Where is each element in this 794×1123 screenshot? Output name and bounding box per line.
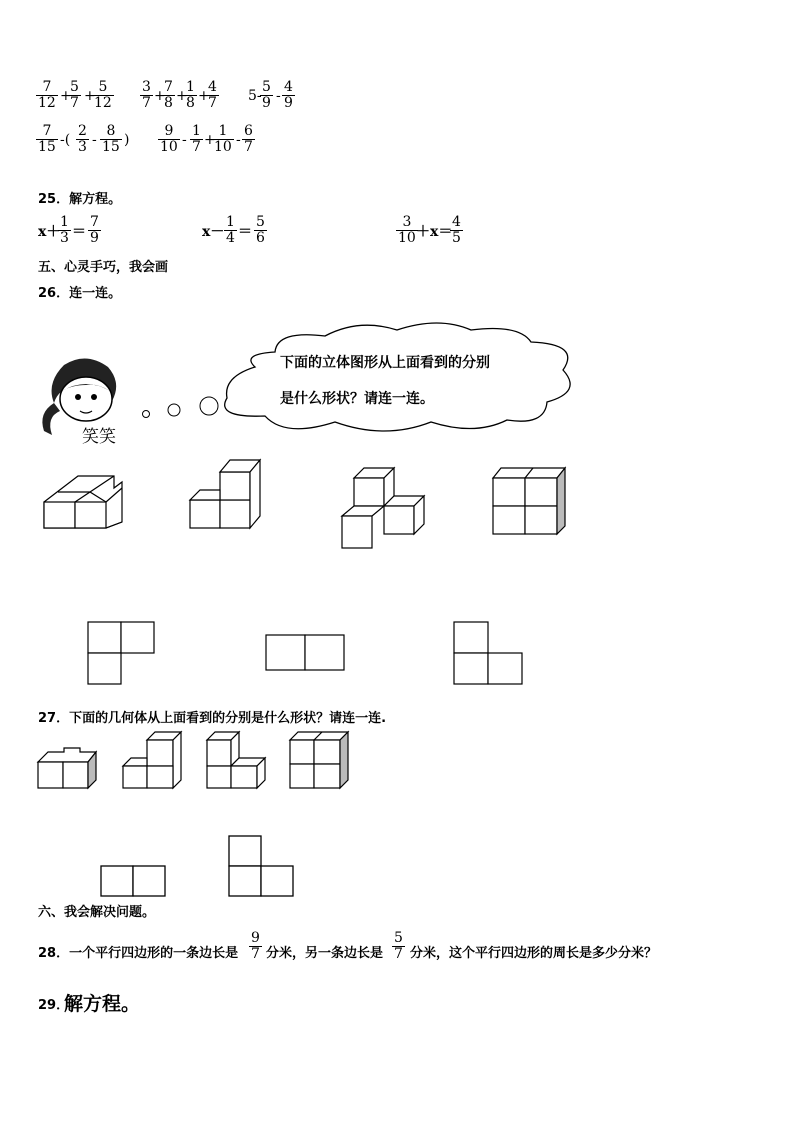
fraction: $\frac{7}{15}$	[38, 123, 56, 155]
question-25-label: 25．解方程。	[38, 192, 122, 207]
operator: +	[154, 88, 166, 104]
top-view-2	[265, 634, 347, 672]
thought-cloud	[135, 322, 595, 442]
top-view-3	[453, 621, 525, 685]
q28-text-post: 分米，这个平行四边形的周长是多少分米？	[410, 946, 658, 961]
q29-label: 解方程。	[64, 993, 141, 1015]
fraction: $\frac{9}{7}$	[251, 930, 260, 962]
operator: +	[198, 88, 210, 104]
fraction: $\frac{1}{4}$	[226, 214, 235, 246]
q27-solid-1	[36, 746, 102, 794]
fraction: $\frac{6}{7}$	[244, 123, 253, 155]
fraction: $\frac{7}{8}$	[164, 79, 173, 111]
q27-solid-4	[288, 730, 352, 794]
fraction: $\frac{2}{3}$	[78, 123, 87, 155]
solid-figure-4	[490, 466, 570, 538]
top-view-1	[87, 621, 157, 685]
fraction: $\frac{5}{7}$	[70, 79, 79, 111]
question-26-label: 26．连一连。	[38, 286, 122, 301]
fraction: $\frac{3}{10}$	[398, 214, 416, 246]
operator: -	[92, 132, 97, 148]
fraction: $\frac{4}{7}$	[208, 79, 217, 111]
q27-solid-2	[121, 730, 185, 794]
operator: -(	[60, 132, 71, 148]
operator: -	[182, 132, 187, 148]
fraction: $\frac{7}{12}$	[38, 79, 56, 111]
fraction: $\frac{8}{15}$	[102, 123, 120, 155]
question-27-label: 27．下面的几何体从上面看到的分别是什么形状？请连一连.	[38, 711, 387, 726]
operator: -	[276, 88, 281, 104]
q28-text-pre: 28．一个平行四边形的一条边长是	[38, 946, 239, 961]
fraction: $\frac{1}{10}$	[214, 123, 232, 155]
section-6-heading: 六、我会解决问题。	[38, 905, 156, 920]
fraction: $\frac{4}{9}$	[284, 79, 293, 111]
fraction: $\frac{1}{3}$	[60, 214, 69, 246]
eq1-lead: x＋	[38, 224, 61, 240]
operator: +	[84, 88, 96, 104]
girl-caption: 笑笑	[82, 427, 116, 447]
q27-top-view-2	[228, 835, 294, 897]
fraction: $\frac{9}{10}$	[160, 123, 178, 155]
fraction: $\frac{5}{9}$	[262, 79, 271, 111]
operator: +	[204, 132, 216, 148]
fraction: $\frac{3}{7}$	[142, 79, 151, 111]
section-5-heading: 五、心灵手巧，我会画	[38, 260, 169, 275]
cloud-text-line-1: 下面的立体图形从上面看到的分别	[280, 355, 490, 371]
fraction: $\frac{7}{9}$	[90, 214, 99, 246]
operator: ＝	[238, 224, 252, 240]
fraction: $\frac{5}{12}$	[94, 79, 112, 111]
q27-solid-3	[205, 730, 269, 794]
q27-top-view-1	[100, 865, 166, 897]
q28-text-mid: 分米，另一条边长是	[266, 946, 384, 961]
fraction: $\frac{1}{7}$	[192, 123, 201, 155]
operator: ＝	[72, 224, 86, 240]
operator: +	[176, 88, 188, 104]
fraction: $\frac{5}{7}$	[394, 930, 403, 962]
operator: ＋x＝	[416, 224, 453, 240]
solid-figure-1	[42, 474, 124, 530]
operator: -	[236, 132, 241, 148]
operator: +	[60, 88, 72, 104]
cloud-text-line-2: 是什么形状？请连一连。	[280, 391, 434, 407]
operator: 5-	[248, 88, 262, 104]
operator: )	[124, 132, 130, 148]
fraction: $\frac{4}{5}$	[452, 214, 461, 246]
solid-figure-3	[338, 466, 428, 552]
fraction: $\frac{1}{8}$	[186, 79, 195, 111]
fraction: $\frac{5}{6}$	[256, 214, 265, 246]
eq2-lead: x－	[202, 224, 225, 240]
q29-number: 29．	[38, 998, 70, 1013]
solid-figure-2	[188, 456, 264, 530]
